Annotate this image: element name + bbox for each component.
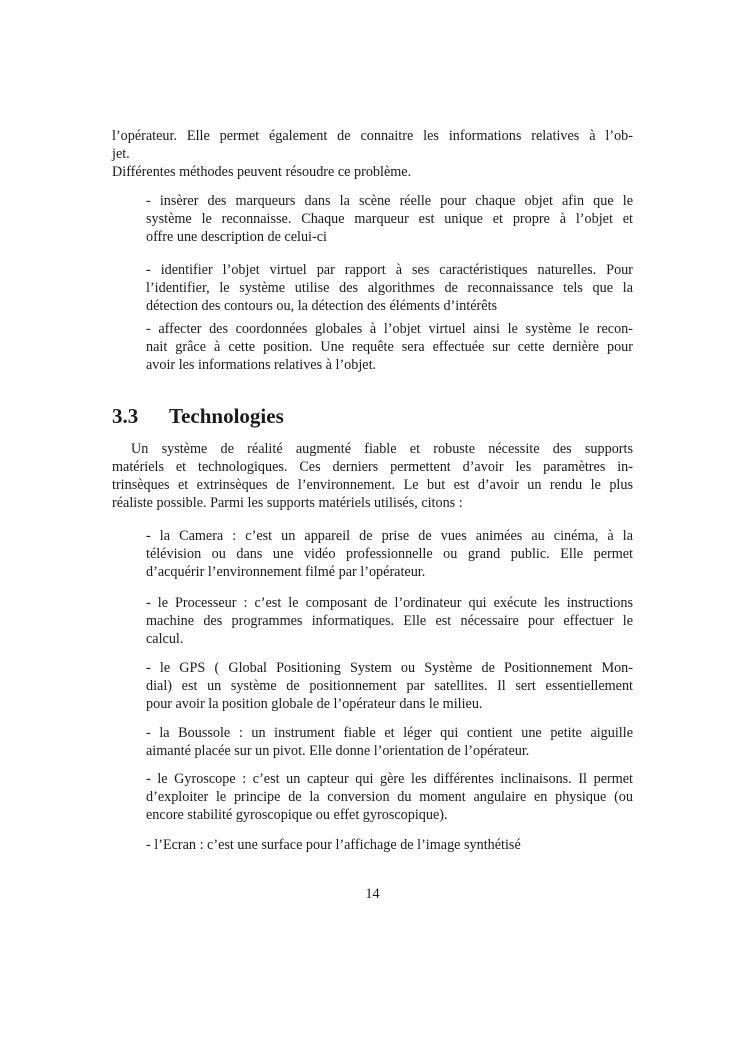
method-item — [146, 261, 633, 315]
text-line: - insèrer des marqueurs dans la scène réelle pour chaque objet afin que le — [146, 193, 633, 209]
text-line: encore stabilité gyroscopique ou effet gyroscopique). — [146, 807, 448, 823]
text-line: Un système de réalité augmenté fiable et robuste nécessite des supports — [131, 441, 633, 457]
text-line: d’acquérir l’environnement filmé par l’opérateur. — [146, 564, 426, 580]
text-line: jet. — [112, 146, 130, 162]
support-item-gyroscope — [146, 770, 633, 824]
text-line: télévision ou dans une vidéo professionnelle ou grand public. Elle permet — [146, 546, 633, 562]
text-line: - la Camera : c’est un appareil de prise de vues animées au cinéma, à la — [146, 528, 633, 544]
text-line: dial) est un système de positionnement par satellites. Il sert essentiellement — [146, 678, 633, 694]
text-line: - la Boussole : un instrument fiable et léger qui contient une petite aiguille — [146, 725, 633, 741]
text-line: détection des contours ou, la détection des éléments d’intérêts — [146, 298, 498, 314]
text-line: - affecter des coordonnées globales à l’objet virtuel ainsi le système le recon- — [146, 321, 633, 337]
support-item-camera — [146, 527, 633, 581]
page-number: 14 — [365, 886, 380, 902]
text-line: matériels et technologiques. Ces derniers permettent d’avoir les paramètres in- — [112, 459, 633, 475]
text-line: avoir les informations relatives à l’objet. — [146, 357, 377, 373]
method-item — [146, 320, 633, 374]
support-item-ecran — [146, 836, 633, 854]
section-intro-paragraph — [112, 440, 633, 512]
text-line: - le Gyroscope : c’est un capteur qui gère les différentes inclinaisons. Il permet — [146, 771, 633, 787]
section-title: Technologies — [169, 404, 284, 428]
section-number: 3.3 — [112, 404, 139, 428]
text-line: offre une description de celui-ci — [146, 229, 327, 245]
text-line: machine des programmes informatiques. Elle est nécessaire pour effectuer le — [146, 613, 633, 629]
text-line: réaliste possible. Parmi les supports matériels utilisés, citons : — [112, 495, 463, 511]
intro-paragraph — [112, 127, 633, 181]
text-line: - l’Ecran : c’est une surface pour l’affichage de l’image synthétisé — [146, 837, 521, 853]
text-line: - le Processeur : c’est le composant de l’ordinateur qui exécute les instructions — [146, 595, 633, 611]
text-line: nait grâce à cette position. Une requête sera effectuée sur cette dernière pour — [146, 339, 633, 355]
support-item-gps — [146, 659, 633, 713]
text-line: - identifier l’objet virtuel par rapport à ses caractéristiques naturelles. Pour — [146, 262, 633, 278]
support-item-processeur — [146, 594, 633, 648]
method-item — [146, 192, 633, 246]
text-line: aimanté placée sur un pivot. Elle donne l’orientation de l’opérateur. — [146, 743, 530, 759]
text-line: d’exploiter le principe de la conversion du moment angulaire en physique (ou — [146, 789, 633, 805]
text-line: Différentes méthodes peuvent résoudre ce problème. — [112, 164, 412, 180]
section-heading — [112, 404, 284, 429]
support-item-boussole — [146, 724, 633, 760]
text-line: - le GPS ( Global Positioning System ou Système de Positionnement Mon- — [146, 660, 633, 676]
text-line: l’opérateur. Elle permet également de connaitre les informations relatives à l’ob- — [112, 128, 633, 144]
text-line: trinsèques et extrinsèques de l’environnement. Le but est d’avoir un rendu le plus — [112, 477, 633, 493]
text-line: pour avoir la position globale de l’opérateur dans le milieu. — [146, 696, 483, 712]
text-line: calcul. — [146, 631, 184, 647]
text-line: l’identifier, le système utilise des algorithmes de reconnaissance tels que la — [146, 280, 633, 296]
text-line: système le reconnaisse. Chaque marqueur est unique et propre à l’objet et — [146, 211, 633, 227]
